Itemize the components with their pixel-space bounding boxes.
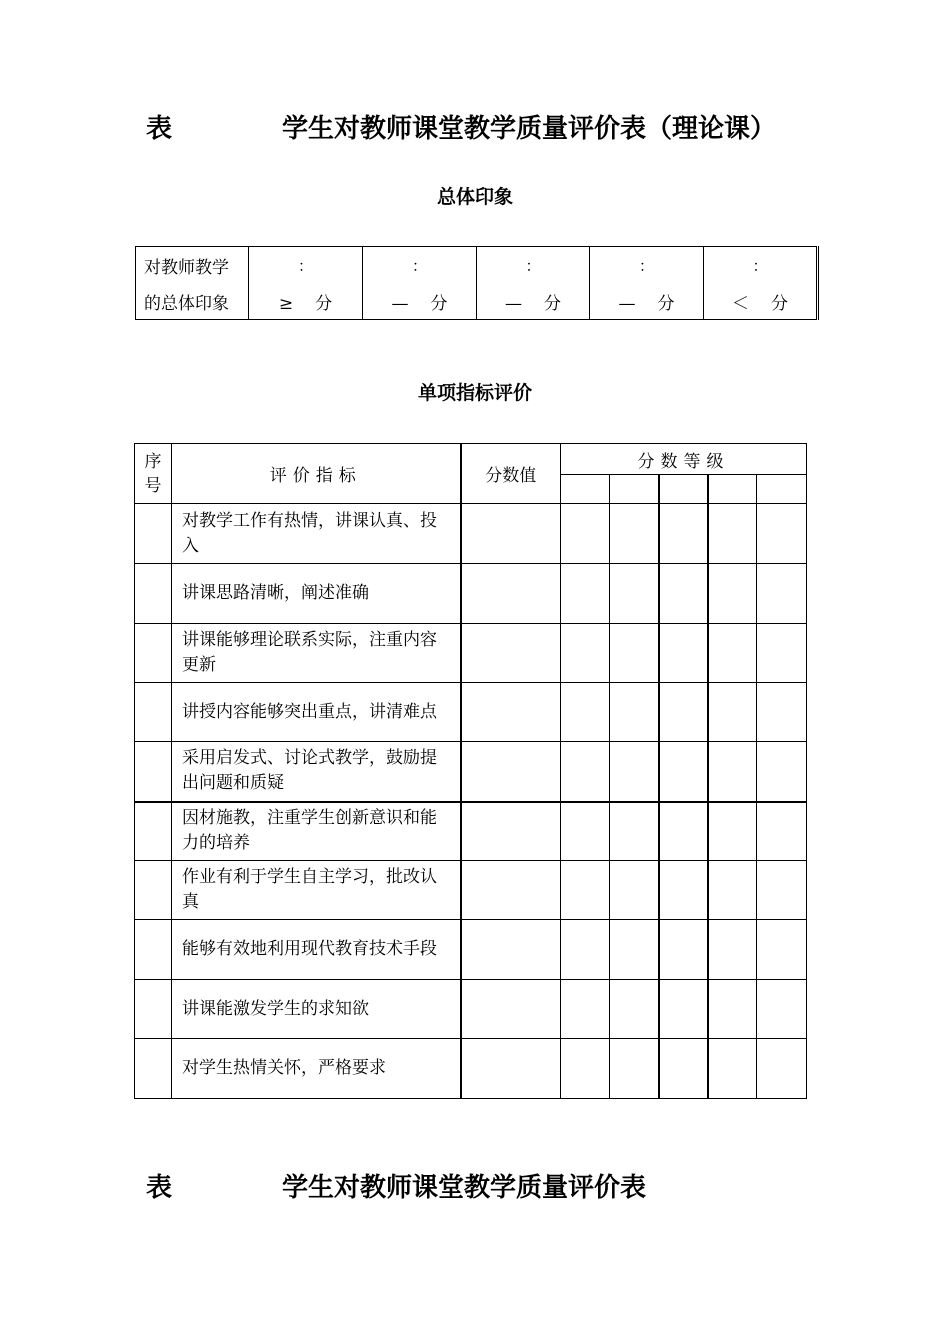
- indicator-cell: 因材施教，注重学生创新意识和能力的培养: [172, 802, 461, 861]
- overall-col3-top: ：: [477, 247, 590, 284]
- score-value-cell: [461, 980, 561, 1039]
- overall-label-line1: 对教师教学: [136, 247, 249, 284]
- grade-cell: [708, 920, 757, 980]
- overall-label-line2: 的总体印象: [136, 283, 249, 320]
- grade-cell: [708, 624, 757, 683]
- indicator-cell: 讲课思路清晰，阐述准确: [172, 564, 461, 624]
- grade-cell: [659, 742, 708, 802]
- table-row: [135, 683, 807, 742]
- grade-col-5: [757, 475, 807, 504]
- indicator-cell: 作业有利于学生自主学习，批改认真: [172, 861, 461, 920]
- grade-cell: [561, 1039, 610, 1099]
- overall-impression-table: [135, 246, 819, 320]
- grade-cell: [659, 624, 708, 683]
- page-title: [146, 108, 776, 145]
- grade-cell: [708, 861, 757, 920]
- grade-cell: [610, 861, 659, 920]
- title2-prefix: 表: [146, 1173, 173, 1203]
- seq-cell: [135, 683, 172, 742]
- grade-cell: [610, 802, 659, 861]
- grade-cell: [659, 683, 708, 742]
- title-text: 学生对教师课堂教学质量评价表（理论课）: [282, 114, 777, 144]
- indicator-evaluation-table: [134, 443, 807, 1099]
- grade-cell: [708, 504, 757, 564]
- grade-cell: [659, 564, 708, 624]
- score-value-cell: [461, 802, 561, 861]
- grade-cell: [561, 564, 610, 624]
- grade-cell: [561, 802, 610, 861]
- indicator-cell: 讲授内容能够突出重点，讲清难点: [172, 683, 461, 742]
- header-seq: 序 号: [135, 444, 172, 504]
- table-row: [135, 802, 807, 861]
- grade-col-2: [610, 475, 659, 504]
- seq-cell: [135, 980, 172, 1039]
- grade-cell: [610, 504, 659, 564]
- table-row: [135, 504, 807, 564]
- grade-cell: [708, 802, 757, 861]
- grade-cell: [757, 802, 807, 861]
- indicator-cell: 能够有效地利用现代教育技术手段: [172, 920, 461, 980]
- grade-cell: [757, 624, 807, 683]
- grade-cell: [561, 683, 610, 742]
- grade-cell: [610, 624, 659, 683]
- seq-cell: [135, 802, 172, 861]
- grade-cell: [561, 742, 610, 802]
- score-value-cell: [461, 564, 561, 624]
- grade-col-3: [659, 475, 708, 504]
- section-heading-overall: 总体印象: [436, 186, 513, 208]
- title2-text: 学生对教师课堂教学质量评价表: [282, 1173, 647, 1203]
- overall-col2-top: ：: [363, 247, 477, 284]
- header-score-value: 分数值: [461, 444, 561, 504]
- grade-cell: [757, 683, 807, 742]
- overall-col1-range: ≥ 分: [249, 283, 363, 320]
- indicator-cell: 采用启发式、讨论式教学，鼓励提出问题和质疑: [172, 742, 461, 802]
- title-prefix: 表: [146, 114, 173, 144]
- grade-cell: [659, 861, 708, 920]
- table-row: [135, 1039, 807, 1099]
- score-value-cell: [461, 624, 561, 683]
- grade-cell: [561, 861, 610, 920]
- grade-cell: [708, 564, 757, 624]
- grade-cell: [659, 980, 708, 1039]
- grade-cell: [561, 624, 610, 683]
- grade-cell: [757, 861, 807, 920]
- grade-cell: [561, 920, 610, 980]
- seq-cell: [135, 564, 172, 624]
- seq-cell: [135, 742, 172, 802]
- grade-cell: [708, 742, 757, 802]
- header-grade: 分数等级: [561, 444, 807, 475]
- grade-cell: [757, 920, 807, 980]
- score-value-cell: [461, 920, 561, 980]
- table-row: [135, 624, 807, 683]
- grade-cell: [757, 980, 807, 1039]
- indicator-cell: 对教学工作有热情，讲课认真、投入: [172, 504, 461, 564]
- grade-cell: [610, 564, 659, 624]
- score-value-cell: [461, 861, 561, 920]
- grade-cell: [610, 980, 659, 1039]
- grade-cell: [610, 683, 659, 742]
- overall-col1-top: ：: [249, 247, 363, 284]
- grade-cell: [708, 1039, 757, 1099]
- overall-col5-top: ：: [704, 247, 818, 284]
- grade-cell: [610, 742, 659, 802]
- grade-cell: [757, 742, 807, 802]
- overall-col4-range: — 分: [590, 283, 704, 320]
- overall-col3-range: — 分: [477, 283, 590, 320]
- overall-col2-range: — 分: [363, 283, 477, 320]
- seq-cell: [135, 504, 172, 564]
- seq-cell: [135, 861, 172, 920]
- indicator-cell: 讲课能激发学生的求知欲: [172, 980, 461, 1039]
- table-row: [135, 564, 807, 624]
- table-row: [135, 920, 807, 980]
- indicator-cell: 讲课能够理论联系实际，注重内容更新: [172, 624, 461, 683]
- score-value-cell: [461, 1039, 561, 1099]
- grade-cell: [610, 1039, 659, 1099]
- seq-cell: [135, 624, 172, 683]
- score-value-cell: [461, 504, 561, 564]
- grade-cell: [757, 504, 807, 564]
- grade-cell: [757, 1039, 807, 1099]
- grade-cell: [561, 504, 610, 564]
- table-row: [135, 861, 807, 920]
- table-row: [135, 742, 807, 802]
- grade-cell: [708, 980, 757, 1039]
- grade-cell: [659, 920, 708, 980]
- score-value-cell: [461, 683, 561, 742]
- grade-cell: [659, 1039, 708, 1099]
- overall-col5-range: ＜ 分: [704, 283, 818, 320]
- overall-col4-top: ：: [590, 247, 704, 284]
- score-value-cell: [461, 742, 561, 802]
- grade-cell: [757, 564, 807, 624]
- grade-cell: [561, 980, 610, 1039]
- header-indicator: 评价指标: [172, 444, 461, 504]
- grade-cell: [659, 504, 708, 564]
- seq-cell: [135, 1039, 172, 1099]
- grade-col-1: [561, 475, 610, 504]
- seq-cell: [135, 920, 172, 980]
- grade-cell: [659, 802, 708, 861]
- section-heading-items: 单项指标评价: [417, 382, 532, 404]
- grade-cell: [708, 683, 757, 742]
- second-page-title: [146, 1167, 646, 1204]
- grade-cell: [610, 920, 659, 980]
- grade-col-4: [708, 475, 757, 504]
- indicator-cell: 对学生热情关怀，严格要求: [172, 1039, 461, 1099]
- table-row: [135, 980, 807, 1039]
